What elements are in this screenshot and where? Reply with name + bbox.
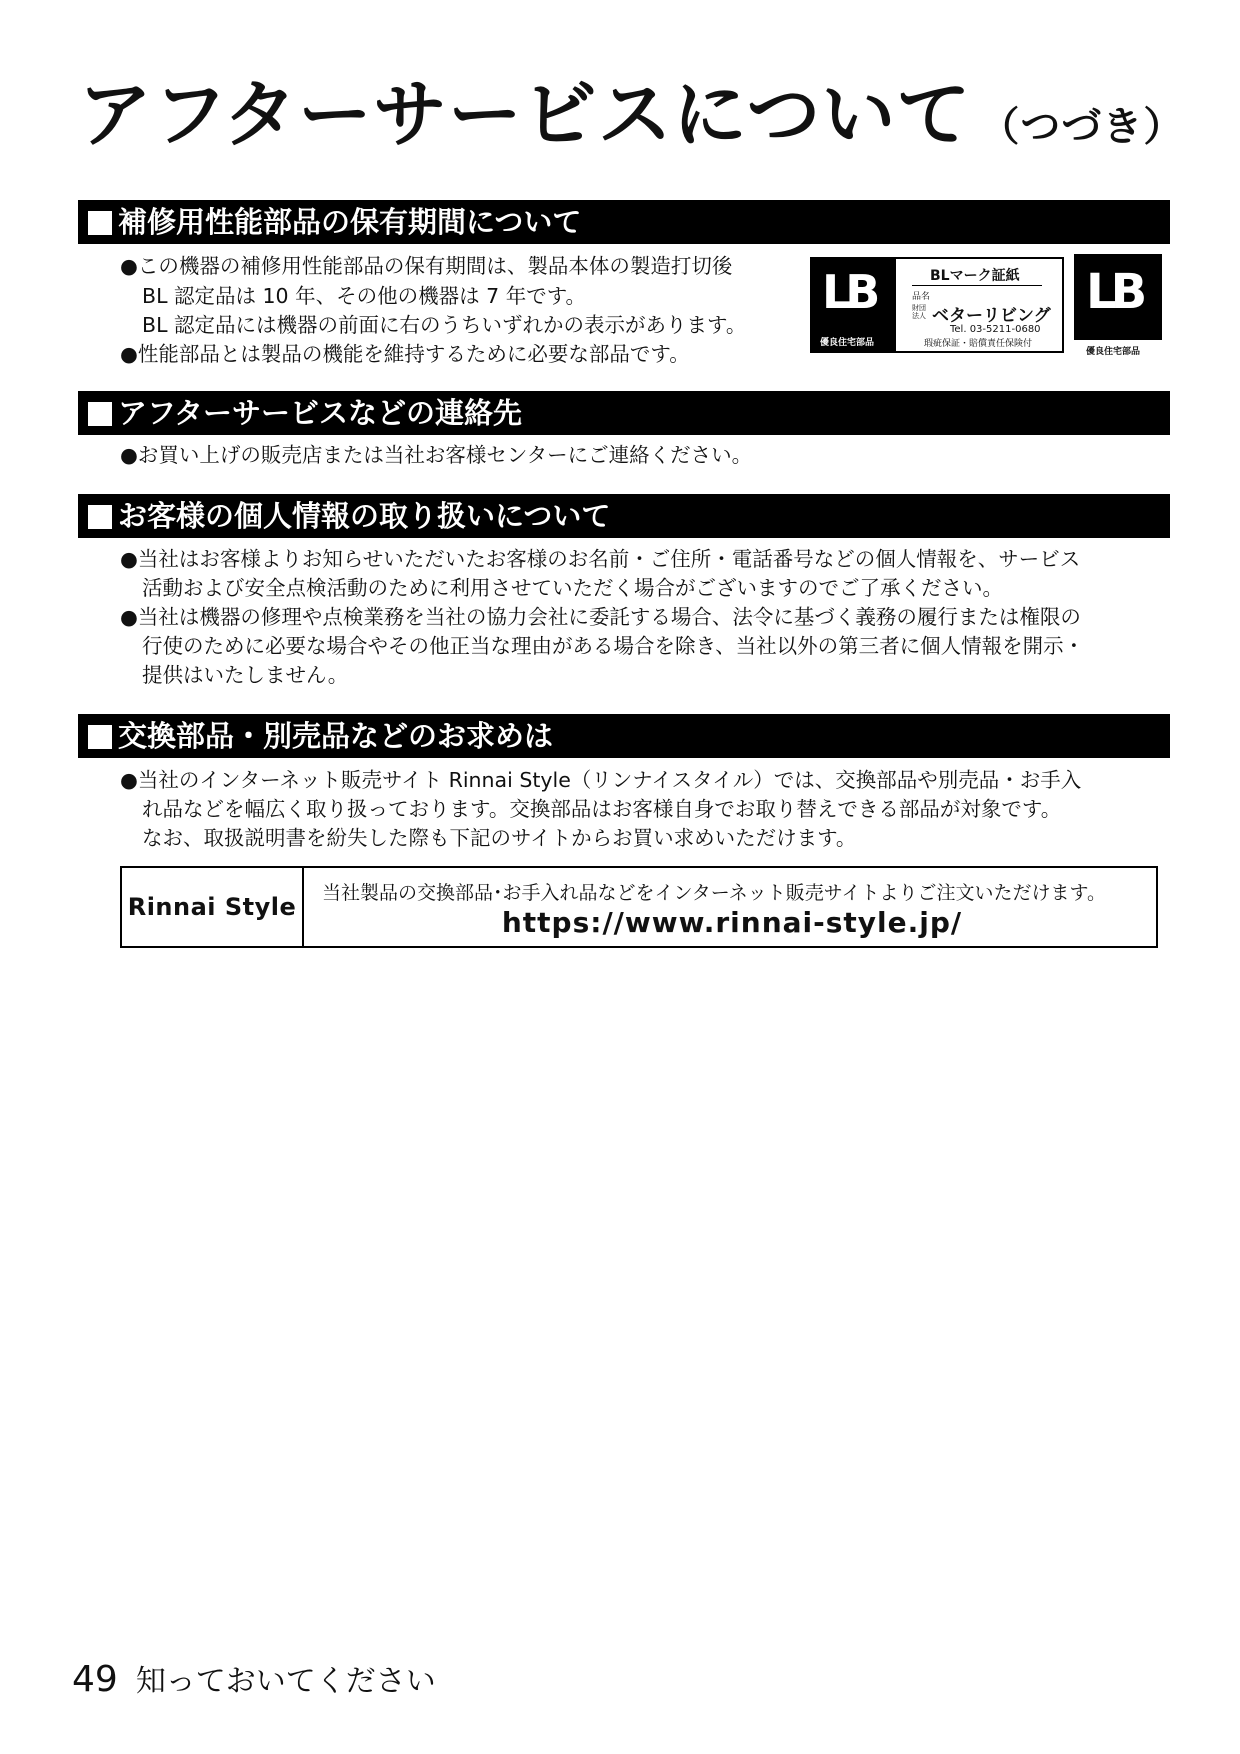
section1-line-2: BL 認定品は 10 年、その他の機器は 7 年です。 — [142, 284, 587, 308]
footer-label: 知っておいてください — [135, 1664, 436, 1699]
section3-line-3: ●当社は機器の修理や点検業務を当社の協力会社に委託する場合、法令に基づく義務の履行または権限の — [120, 605, 1081, 629]
section3-line-5: 提供はいたしません。 — [142, 663, 349, 687]
section1-line-1: ●この機器の補修用性能部品の保有期間は、製品本体の製造打切後 — [120, 254, 733, 278]
bl-certificate-title: BLマーク証紙 — [930, 268, 1020, 284]
section3-line-4: 行使のために必要な場合やその他正当な理由がある場合を除き、当社以外の第三者に個人情報を開示・ — [142, 634, 1085, 658]
bl-logo-caption: 優良住宅部品 — [820, 338, 875, 348]
rinnai-style-description: 当社製品の交換部品･お手入れ品などをインターネット販売サイトよりご注文いただけます。 — [322, 882, 1106, 904]
section1-line-4: ●性能部品とは製品の機能を維持するために必要な部品です。 — [120, 342, 690, 366]
bl-org-name: ベターリビング — [932, 306, 1051, 326]
page-footer — [72, 1656, 436, 1700]
section-heading-parts-period — [78, 200, 1170, 244]
section-heading-text: 補修用性能部品の保有期間について — [118, 205, 582, 239]
section-heading-text: アフターサービスなどの連絡先 — [118, 396, 522, 430]
square-icon — [88, 505, 112, 529]
page-number: 49 — [72, 1659, 118, 1700]
section3-line-1: ●当社はお客様よりお知らせいただいたお客様のお名前・ご住所・電話番号などの個人情報を、サービス — [120, 547, 1081, 571]
bl-logo-letters-2: LB — [1086, 264, 1142, 320]
bl-logo-caption-2: 優良住宅部品 — [1086, 347, 1141, 357]
square-icon — [88, 402, 112, 426]
bl-tel: Tel. 03-5211-0680 — [950, 324, 1041, 335]
rinnai-style-table — [120, 866, 1158, 948]
page-title-sub: （つづき） — [979, 104, 1185, 150]
section3-line-2: 活動および安全点検活動のために利用させていただく場合がございますのでご了承ください。 — [142, 576, 1003, 600]
section-heading-contact — [78, 391, 1170, 435]
rinnai-style-brand: Rinnai Style — [122, 868, 304, 946]
section4-line-2: れ品などを幅広く取り扱っております。交換部品はお客様自身でお取り替えできる部品が対象です。 — [142, 797, 1062, 821]
bl-org-label: 財団法人 — [912, 304, 926, 320]
square-icon — [88, 725, 112, 749]
bl-logo-mark — [1074, 254, 1164, 357]
bl-warranty: 瑕疵保証・賠償責任保険付 — [924, 339, 1033, 349]
section4-line-1: ●当社のインターネット販売サイト Rinnai Style（リンナイスタイル）では、交換部品や別売品・お手入 — [120, 768, 1082, 792]
rinnai-style-url[interactable]: https://www.rinnai-style.jp/ — [501, 906, 963, 939]
section-heading-privacy — [78, 494, 1170, 538]
square-icon — [88, 211, 112, 235]
bl-logo-block — [812, 259, 896, 351]
section4-line-3: なお、取扱説明書を紛失した際も下記のサイトからお買い求めいただけます。 — [142, 826, 857, 850]
section-heading-text: お客様の個人情報の取り扱いについて — [118, 499, 611, 533]
section2-line-1: ●お買い上げの販売店または当社お客様センターにご連絡ください。 — [120, 443, 753, 467]
page-title-main: アフターサービスについて — [78, 72, 972, 158]
bl-product-label: 品名 — [912, 292, 931, 302]
bl-certificate-mark — [810, 257, 1064, 353]
divider — [912, 285, 1042, 286]
section1-line-3: BL 認定品には機器の前面に右のうちいずれかの表示があります。 — [142, 313, 747, 337]
bl-logo-letters: LB — [822, 265, 875, 319]
section-heading-text: 交換部品・別売品などのお求めは — [118, 719, 554, 753]
bl-logo-block-2 — [1074, 254, 1162, 340]
section-heading-parts-purchase — [78, 714, 1170, 758]
page-title — [78, 72, 1185, 158]
